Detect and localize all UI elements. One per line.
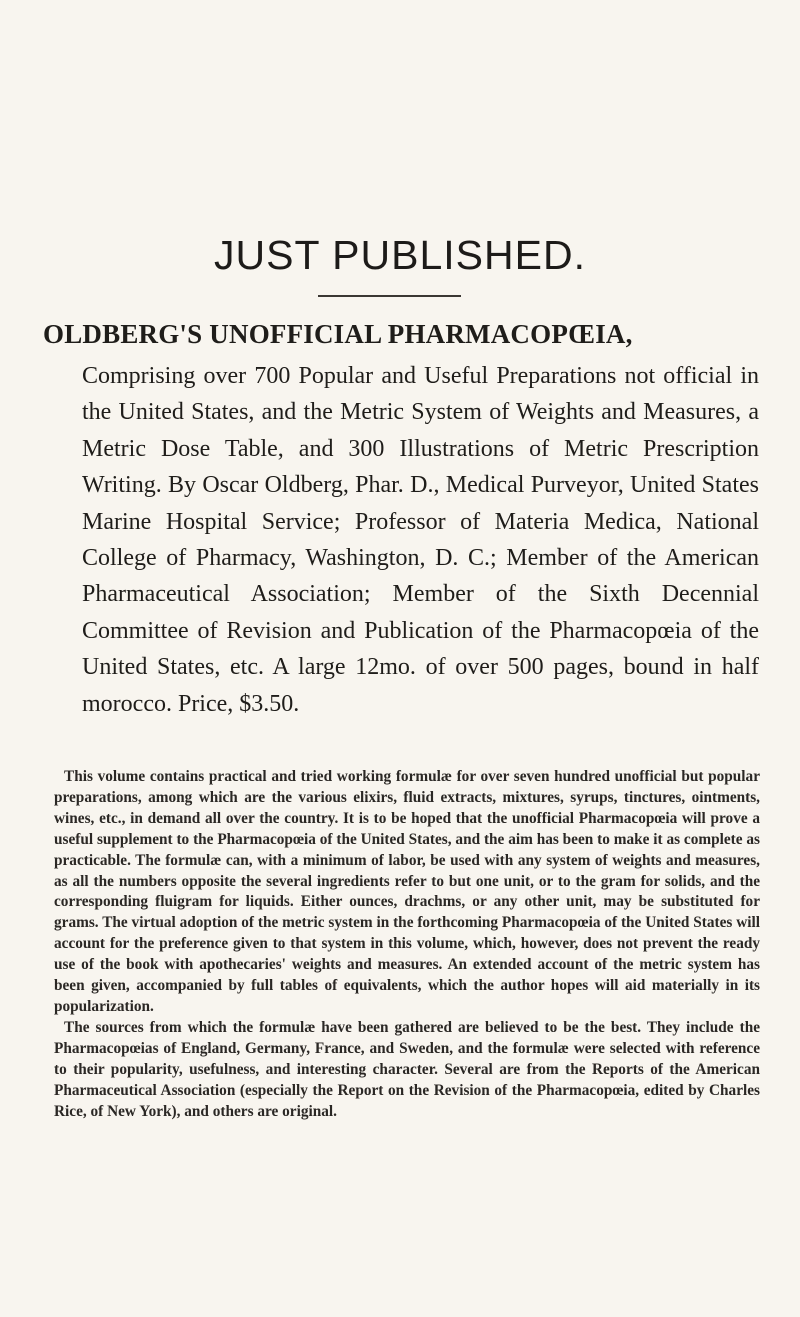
horizontal-rule xyxy=(318,295,461,297)
book-listing xyxy=(43,316,759,722)
book-description: Comprising over 700 Popular and Useful Preparations not official in the United States, and the Metric System of Weights and Measures, a Metric Dose Table, and 300 Illustrations of Metric Prescription Writing. By Oscar Oldberg, Phar. D., Medical Purveyor, United States Marine Hospital Service; Professor of Materia Medica, National College of Pharmacy, Washington, D. C.; Member of the American Pharmaceutical Association; Member of the Sixth Decennial Committee of Revision and Publication of the Pharmacopœia of the United States, etc. A large 12mo. of over 500 pages, bound in half morocco. Price, $3.50. xyxy=(82,363,759,717)
book-title: OLDBERG'S UNOFFICIAL PHARMACOPŒIA, xyxy=(43,319,633,349)
book-blurb xyxy=(54,767,760,1122)
announcement-heading: JUST PUBLISHED. xyxy=(214,232,586,278)
blurb-paragraph-2: The sources from which the formulæ have been gathered are believed to be the best. They include the Pharmacopœias of England, Germany, France, and Sweden, and the formulæ were selected with reference to their popularity, usefulness, and interesting character. Several are from the Reports of the American Pharmaceutical Association (especially the Report on the Revision of the Pharmacopœia, edited by Charles Rice, of New York), and others are original. xyxy=(54,1018,760,1120)
blurb-paragraph-1: This volume contains practical and tried working formulæ for over seven hundred unofficial but popular preparations, among which are the various elixirs, fluid extracts, mixtures, syrups, tinctures, ointments, wines, etc., in demand all over the country. It is to be hoped that the unofficial Pharmacopœia will prove a useful supplement to the Pharmacopœia of the United States, and the aim has been to make it as complete as practicable. The formulæ can, with a minimum of labor, be used with any system of weights and measures, as all the numbers opposite the several ingredients refer to but one unit, or to the gram for solids, and the corresponding fluigram for liquids. Either ounces, drachms, or any other unit, may be substituted for grams. The virtual adoption of the metric system in the forthcoming Pharmacopœia of the United States will account for the preference given to that system in this volume, which, however, does not prevent the ready use of the book with apothecaries' weights and measures. An extended account of the metric system has been given, accompanied by full tables of equivalents, which the author hopes will aid materially in its popularization. xyxy=(54,768,760,1015)
